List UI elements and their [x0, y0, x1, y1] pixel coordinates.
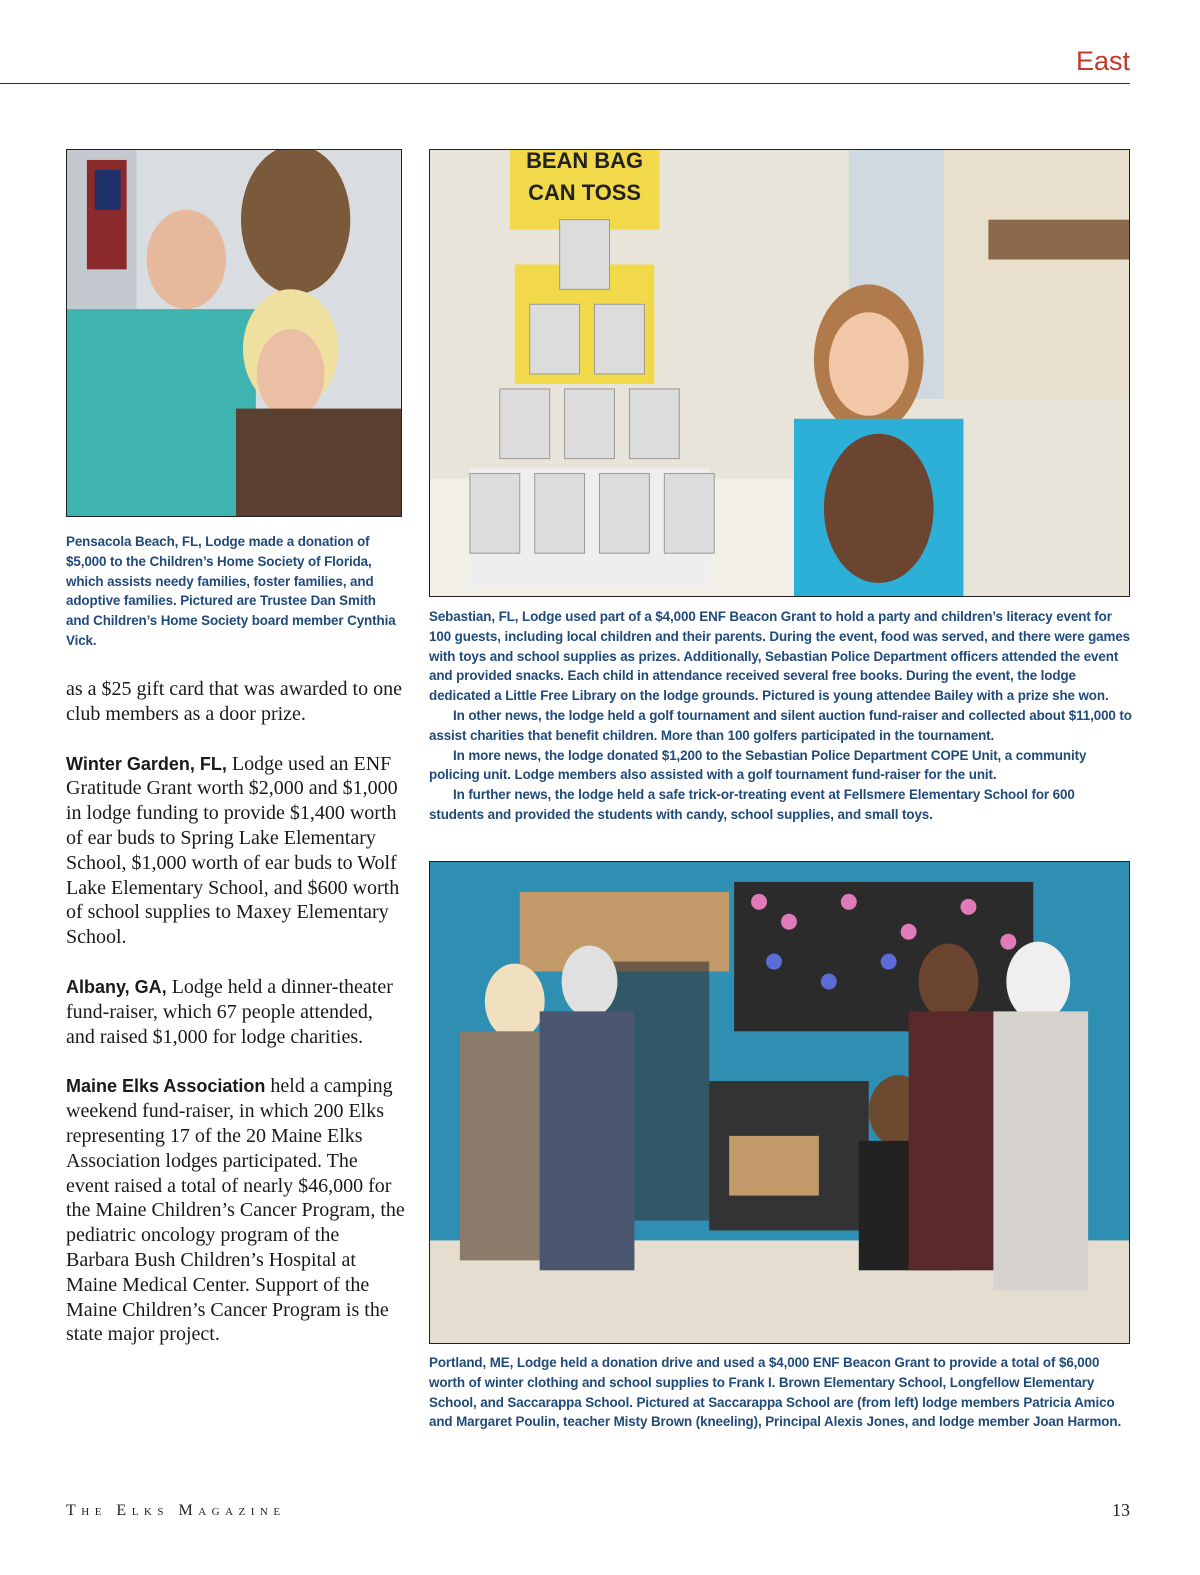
photo-portland — [429, 861, 1130, 1344]
caption-lead: Portland, ME, — [429, 1355, 514, 1370]
caption-paragraph: In other news, the lodge held a golf tournament and silent auction fund-raiser and collected about $11,000 to assist charities that benefit children. More than 100 golfers participated in the tournament. — [429, 707, 1132, 743]
caption-text: Lodge made a donation of $5,000 to the Children’s Home Society of Florida, which assists needy families, foster families, and adoptive families. Pictured are Trustee Dan Smith and Children’s Home Society board member Cynthia Vick. — [66, 534, 396, 648]
footer-magazine-title: The Elks Magazine — [66, 1502, 286, 1519]
header-rule — [0, 83, 1130, 84]
sign-line-1: BEAN BAG — [526, 150, 644, 173]
body-lead: Maine Elks Association — [66, 1076, 266, 1097]
body-paragraph-winter-garden — [66, 752, 406, 950]
caption-lead: Sebastian, FL, — [429, 609, 519, 624]
body-text: Lodge used an ENF Gratitude Grant worth $2,000 and $1,000 in lodge funding to provide $1,400 worth of ear buds to Spring Lake Elementary School, $1,000 worth of ear buds to Wolf Lake Elementary School, and $600 worth of school supplies to Maxey Elementary School. — [66, 752, 400, 949]
body-paragraph-maine — [66, 1074, 406, 1347]
sign-line-2: CAN TOSS — [528, 179, 642, 205]
caption-portland — [429, 1353, 1132, 1432]
body-text: Lodge held a dinner-theater fund-raiser, which 67 people attended, and raised $1,000 for lodge charities. — [66, 975, 393, 1048]
caption-paragraph: In more news, the lodge donated $1,200 to the Sebastian Police Department COPE Unit, a community policing unit. Lodge members also assisted with a golf tournament fund-raiser for the unit. — [429, 747, 1087, 783]
caption-pensacola — [66, 532, 402, 651]
body-column — [66, 677, 406, 1372]
body-lead: Winter Garden, FL, — [66, 753, 227, 774]
body-paragraph-albany — [66, 975, 406, 1049]
page-number: 13 — [1112, 1500, 1130, 1520]
caption-paragraph: In further news, the lodge held a safe trick-or-treating event at Fellsmere Elementary School for 600 students and provided the students with candy, school supplies, and small toys. — [429, 787, 1075, 822]
caption-text: Lodge used part of a $4,000 ENF Beacon Grant to hold a party and children’s literacy event for 100 guests, including local children and their parents. During the event, food was served, and there were games with toys and school supplies as prizes. Additionally, Sebastian Police Department officers attended the event and provided snacks. Each child in attendance received several free books. During the event, the lodge dedicated a Little Free Library on the lodge grounds. Pictured is young attendee Bailey with a prize she won. — [429, 609, 1131, 704]
body-text: held a camping weekend fund-raiser, in which 200 Elks representing 17 of the 20 Maine Elks Association lodges participated. The event raised a total of nearly $46,000 for the Maine Children’s Cancer Program, the pediatric oncology program of the Barbara Bush Children’s Hospital at Maine Medical Center. Support of the Maine Children’s Cancer Program is the state major project. — [66, 1075, 405, 1346]
caption-text: Lodge held a donation drive and used a $4,000 ENF Beacon Grant to provide a total of $6,000 worth of winter clothing and school supplies to Frank I. Brown Elementary School, Longfellow Elementary School, and Saccarappa School. Pictured at Saccarappa School are (from left) lodge members Patricia Amico and Margaret Poulin, teacher Misty Brown (kneeling), Principal Alexis Jones, and lodge member Joan Harmon. — [429, 1355, 1122, 1430]
section-label: East — [1075, 46, 1130, 76]
body-paragraph-continued: as a $25 gift card that was awarded to one club members as a door prize. — [66, 678, 402, 725]
caption-sebastian — [429, 607, 1132, 825]
body-lead: Albany, GA, — [66, 976, 167, 997]
caption-lead: Pensacola Beach, FL, — [66, 534, 202, 549]
photo-pensacola — [66, 149, 402, 517]
photo-sebastian — [429, 149, 1130, 597]
